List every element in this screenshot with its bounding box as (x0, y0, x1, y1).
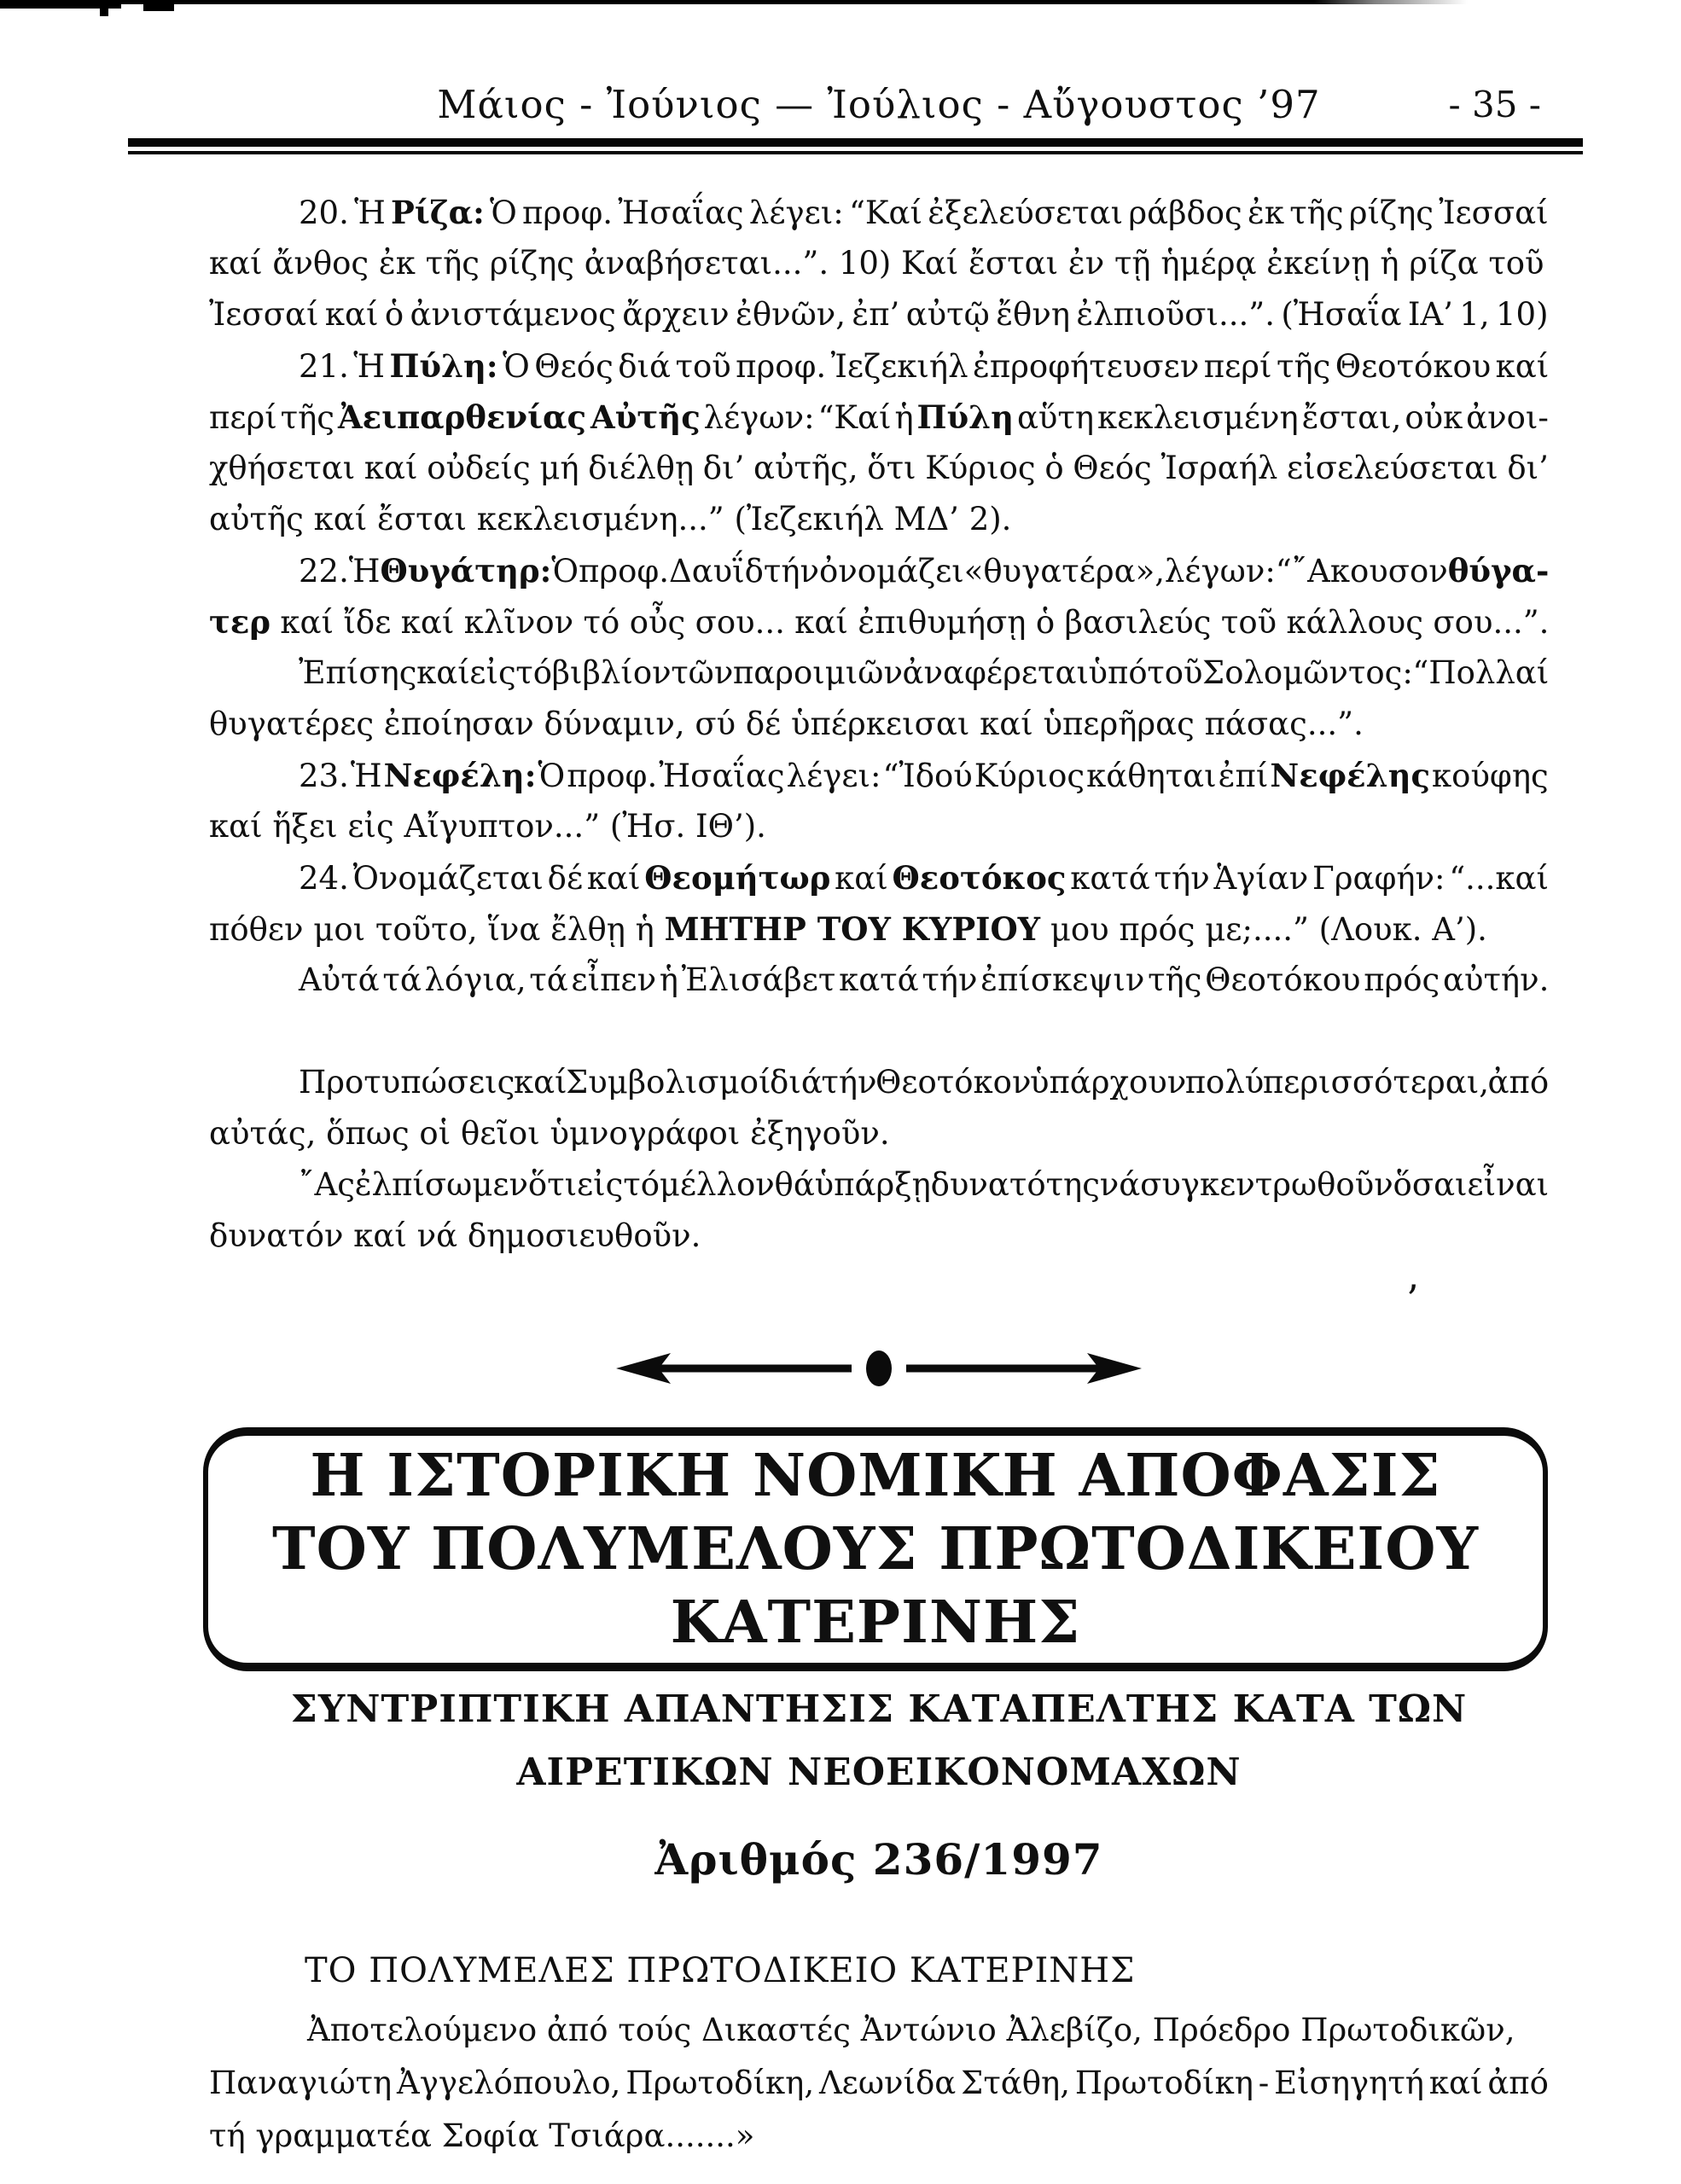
bold-text: Νεφέλη: (383, 757, 537, 794)
text: καί (830, 860, 893, 897)
text-line (209, 289, 1549, 340)
text-line (209, 238, 1549, 289)
court-heading: ΤΟ ΠΟΛΥΜΕΛΕΣ ΠΡΩΤΟΔΙΚΕΙΟ ΚΑΤΕΡΙΝΗΣ (305, 1951, 1136, 1990)
text-line (209, 340, 1549, 392)
text-line (209, 596, 1549, 648)
text-line (209, 1211, 1549, 1262)
text-line (209, 750, 1549, 801)
page-header (209, 0, 1549, 126)
text-line (209, 2004, 1549, 2057)
text-line (209, 1057, 1549, 1108)
text: Ὁ προφ. Ἠσαΐας λέγει: “Ἰδού Κύριος κάθηται ἐπί (536, 758, 1271, 794)
bold-text: Νεφέλης (1270, 757, 1431, 794)
bold-text: Πύλη: (389, 347, 498, 385)
text: 23. Ἡ (299, 758, 384, 794)
text: αὐτῆς καί ἔσται κεκλεισμένη...” (Ἰεζεκιήλ ΜΔ’ 2). (209, 501, 1012, 537)
text: 24. Ὀνομάζεται δέ καί (299, 860, 645, 897)
bold-text: ΜΗΤΗΡ ΤΟΥ ΚΥΡΙΟΥ (664, 910, 1041, 948)
bold-text: Ἀειπαρθενίας Αὐτῆς (337, 398, 701, 436)
text: δυνατόν καί νά δημοσιευθοῦν. (209, 1217, 701, 1254)
text: Ὁ προφ. Δαυΐδ τήν ὀνομάζει «θυγατέρα», λέγων: “῎Ακουσον (551, 553, 1448, 590)
text-line (209, 1108, 1549, 1159)
text: Προτυπώσεις καί Συμβολισμοί διά τήν Θεοτόκον ὑπάρχουν πολύ περισσότεραι, ἀπό (299, 1064, 1550, 1101)
text-line (209, 852, 1549, 903)
scan-artifact-top-edge (143, 4, 174, 11)
text: 22. Ἡ (299, 553, 381, 590)
text: κατά τήν Ἁγίαν Γραφήν: “...καί (1066, 860, 1550, 897)
text-line (209, 2057, 1549, 2110)
stray-mark: ’ (1406, 1276, 1419, 1322)
text: καί ἄνθος ἐκ τῆς ρίζης ἀναβήσεται...”. 10) Καί ἔσται ἐν τῇ ἡμέρᾳ ἐκείνῃ ἡ ρίζα τοῦ (209, 245, 1544, 282)
header-rule-thin (128, 151, 1583, 154)
decision-subtitle-line-2: ΑΙΡΕΤΙΚΩΝ ΝΕΟΕΙΚΟΝΟΜΑΧΩΝ (516, 1751, 1242, 1794)
decision-title-line-3: ΚΑΤΕΡΙΝΗΣ (670, 1589, 1081, 1657)
bold-text: Θεοτόκος (892, 859, 1067, 897)
text-line (209, 699, 1549, 750)
issue-title: Μάιος - Ἰούνιος — Ἰούλιος - Αὔγουστος ’97 (437, 82, 1321, 127)
text: Αὐτά τά λόγια, τά εἶπεν ἡ Ἐλισάβετ κατά τήν ἐπίσκεψιν τῆς Θεοτόκου πρός αὐτήν. (299, 961, 1550, 998)
text: ῎Ας ἐλπίσωμεν ὅτι εἰς τό μέλλον θά ὑπάρξῃ δυνατότης νά συγκεντρωθοῦν ὅσαι εἶναι (299, 1166, 1550, 1203)
article-body (209, 187, 1549, 1262)
scan-artifact-top-edge (100, 0, 108, 16)
text-line (209, 392, 1549, 443)
section-divider (209, 1349, 1549, 1388)
text-line (209, 2110, 1549, 2163)
bold-text: τερ (209, 603, 270, 641)
text: μου πρός με;....” (Λουκ. Α’). (1040, 911, 1487, 948)
text: περί τῆς (209, 399, 338, 436)
text-line (209, 903, 1549, 955)
page-number: - 35 - (1448, 84, 1541, 125)
bold-text: θύγα- (1447, 552, 1550, 590)
text: πόθεν μοι τοῦτο, ἵνα ἔλθῃ ἡ (209, 911, 665, 948)
text: καί ἥξει εἰς Αἴγυπτον...” (Ἠσ. ΙΘ’). (209, 808, 766, 845)
text: Ὁ προφ. Ἠσαΐας λέγει: “Καί ἐξελεύσεται ράβδος ἐκ τῆς ρίζης Ἰεσσαί (484, 195, 1549, 231)
double-arrow-divider-icon (614, 1349, 1143, 1388)
case-number: Ἀριθμός 236/1997 (654, 1834, 1103, 1885)
text: χθήσεται καί οὐδείς μή διέλθῃ δι’ αὐτῆς, ὅτι Κύριος ὁ Θεός Ἰσραήλ εἰσελεύσεται δι’ (209, 450, 1549, 486)
decision-title-line-2: ΤΟΥ ΠΟΛΥΜΕΛΟΥΣ ΠΡΩΤΟΔΙΚΕΙΟΥ (272, 1515, 1479, 1583)
header-rule-thick (128, 138, 1583, 147)
text: καί ἴδε καί κλῖνον τό οὖς σου... καί ἐπιθυμήσῃ ὁ βασιλεύς τοῦ κάλλους σου...”. (270, 604, 1550, 641)
bold-text: Θεομήτωρ (644, 859, 831, 897)
text-line (209, 494, 1549, 545)
text: Ὁ Θεός διά τοῦ προφ. Ἰεζεκιήλ ἐπροφήτευσεν περί τῆς Θεοτόκου καί (497, 348, 1550, 385)
decision-subtitle (209, 1678, 1549, 1804)
text: Ἰεσσαί καί ὁ ἀνιστάμενος ἄρχειν ἐθνῶν, ἐπ’ αὐτῷ ἔθνη ἐλπιοῦσι...”. (Ἠσαΐα ΙΑ’ 1, 10) (209, 296, 1549, 333)
text-line (209, 1159, 1549, 1211)
decision-title-line-1: Η ΙΣΤΟΡΙΚΗ ΝΟΜΙΚΗ ΑΠΟΦΑΣΙΣ (310, 1442, 1441, 1510)
decision-title-box (203, 1427, 1548, 1671)
text: αὐτάς, ὅπως οἱ θεῖοι ὑμνογράφοι ἐξηγοῦν. (209, 1115, 890, 1152)
decision-subtitle-line-1: ΣΥΝΤΡΙΠΤΙΚΗ ΑΠΑΝΤΗΣΙΣ ΚΑΤΑΠΕΛΤΗΣ ΚΑΤΑ ΤΩΝ (290, 1687, 1468, 1731)
bold-text: Πύλη (916, 398, 1015, 436)
text-line (209, 648, 1549, 699)
text: θυγατέρες ἐποίησαν δύναμιν, σύ δέ ὑπέρκεισαι καί ὑπερῆρας πάσας...”. (209, 706, 1364, 742)
bold-text: Ρίζα: (391, 194, 485, 231)
text: κούφης (1430, 758, 1549, 794)
text-line (209, 443, 1549, 494)
text-line (209, 801, 1549, 852)
text: 21. Ἡ (299, 348, 390, 385)
text-line (209, 955, 1549, 1006)
text: Ἐπίσης καί εἰς τό βιβλίον τῶν παροιμιῶν ἀναφέρεται ὑπό τοῦ Σολομῶντος: “Πολλαί (299, 654, 1550, 691)
text-line (209, 187, 1549, 238)
text: λέγων: “Καί ἡ (700, 399, 917, 436)
text-line (209, 545, 1549, 596)
text: αὕτη κεκλεισμένη ἔσται, οὐκ ἀνοι- (1014, 399, 1549, 436)
court-composition (209, 2004, 1549, 2163)
text: τή γραμματέα Σοφία Τσιάρα.......» (209, 2117, 755, 2154)
bold-text: Θυγάτηρ: (380, 552, 552, 590)
text: Ἀποτελούμενο ἀπό τούς Δικαστές Ἀντώνιο Ἀλεβίζο, Πρόεδρο Πρωτοδικῶν, (307, 2012, 1515, 2048)
text: Παναγιώτη Ἀγγελόπουλο, Πρωτοδίκη, Λεωνίδα Στάθη, Πρωτοδίκη - Εἰσηγητή καί ἀπό (209, 2065, 1549, 2101)
text: 20. Ἡ (299, 195, 391, 231)
